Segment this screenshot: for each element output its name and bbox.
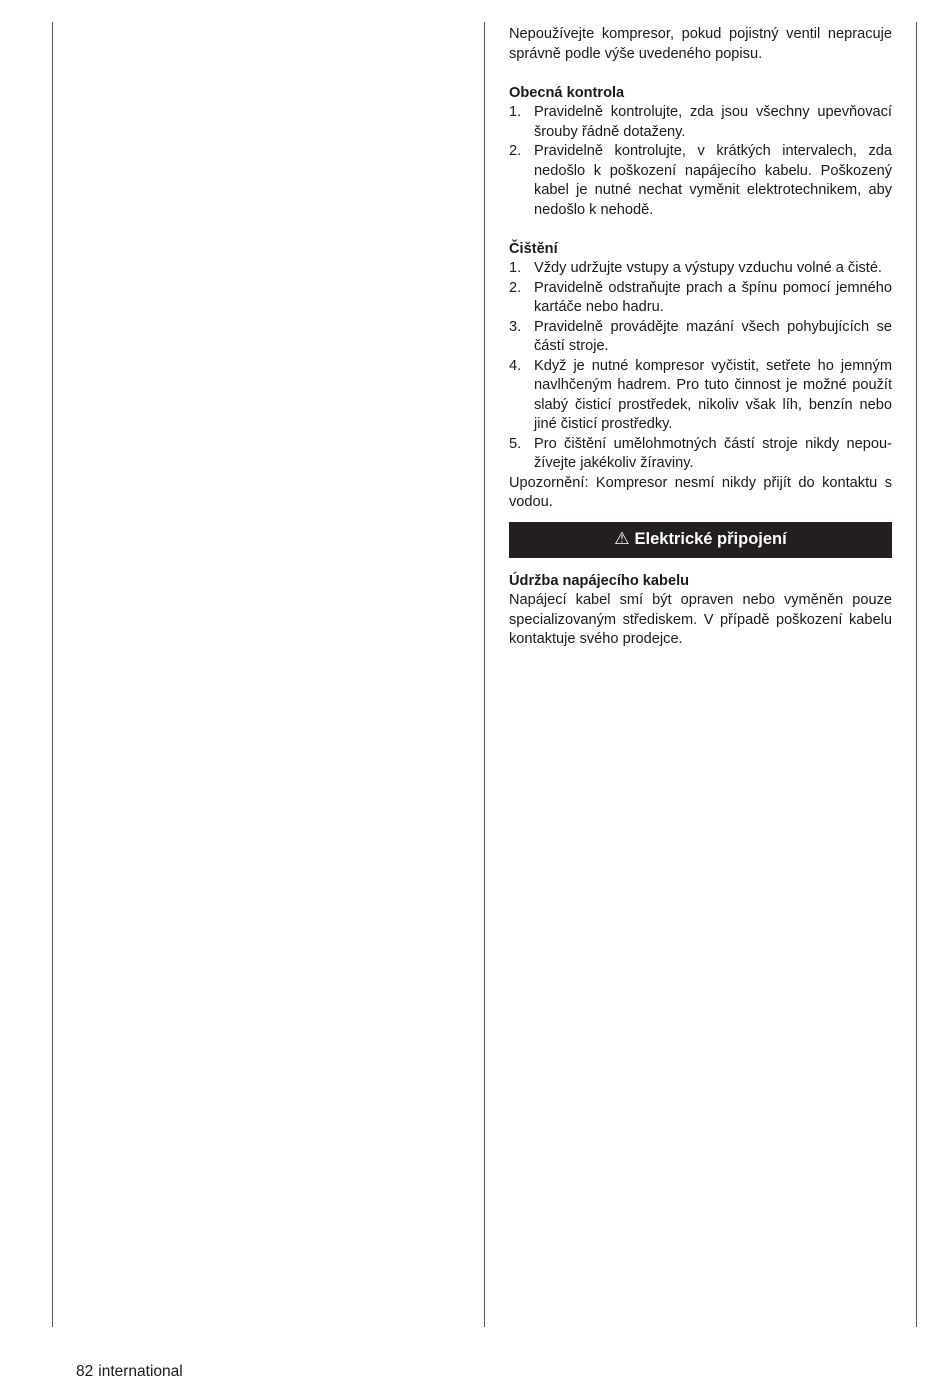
list-item (509, 103, 892, 142)
list-item (509, 357, 892, 435)
list-item (509, 318, 892, 357)
list-text: Pravidelně odstraňujte prach a špínu pomocí jemného kartáče nebo hadru. (534, 279, 892, 315)
list-item (509, 279, 892, 318)
list-text: Pro čištění umělohmotných částí stroje nikdy nepoužívejte jakékoliv žíraviny. (534, 435, 892, 471)
general-check-list (509, 103, 892, 220)
list-item (509, 259, 892, 279)
list-number: 4. (509, 357, 522, 374)
cable-maintenance-text: Napájecí kabel smí být opraven nebo vyměněn pouze specializovaným střediskem. V případě poškození kabelu kontaktuje svého prodejce. (509, 592, 892, 647)
list-item (509, 435, 892, 474)
banner-title: Elektrické připojení (634, 529, 787, 548)
list-number: 1. (509, 260, 522, 276)
footer-label: international (98, 1363, 183, 1380)
cable-maintenance-heading: Údržba napájecího kabelu (509, 572, 690, 589)
list-item (509, 142, 892, 220)
page-number: 82 (76, 1363, 94, 1380)
electrical-connection-banner (509, 522, 892, 558)
list-number: 2. (509, 279, 522, 296)
column-rule-middle (484, 22, 485, 1327)
cleaning-list (509, 259, 892, 474)
general-check-heading: Obecná kontrola (509, 84, 625, 101)
cleaning-heading: Čištění (509, 240, 558, 257)
list-number: 5. (509, 435, 522, 452)
column-rule-right (916, 22, 917, 1327)
list-number: 2. (509, 143, 522, 159)
list-text: Pravidelně kontrolujte, v krátkých intervalech, zda nedošlo k poškození napájecího kabelu. Poškozený kabel je nutné nechat vyměnit elektrotechnikem, aby nedošlo k nehodě. (534, 143, 892, 218)
right-column (509, 25, 892, 650)
column-rule-left (52, 22, 53, 1327)
cleaning-note: Upozornění: Kompresor nesmí nikdy přijít do kontaktu s vodou. (509, 474, 892, 510)
list-text: Pravidelně kontrolujte, zda jsou všechny upevňovací šrouby řádně dotaženy. (534, 104, 892, 140)
list-text: Pravidelně provádějte mazání všech pohybujících se částí stroje. (534, 318, 892, 354)
list-text: Když je nutné kompresor vyčistit, setřete ho jemným navlhčeným hadrem. Pro tuto činnost je možné použít slabý čisticí prostředek, nikoliv však líh, benzín nebo jiné čisticí prostředky. (534, 357, 892, 432)
warning-icon: ⚠ (614, 528, 630, 549)
list-number: 3. (509, 318, 522, 335)
intro-paragraph: Nepoužívejte kompresor, pokud pojistný ventil nepracuje správně podle výše uvedeného popisu. (509, 26, 892, 62)
list-text: Vždy udržujte vstupy a výstupy vzduchu volné a čisté. (534, 260, 882, 276)
page-footer (76, 1362, 183, 1382)
list-number: 1. (509, 104, 522, 120)
